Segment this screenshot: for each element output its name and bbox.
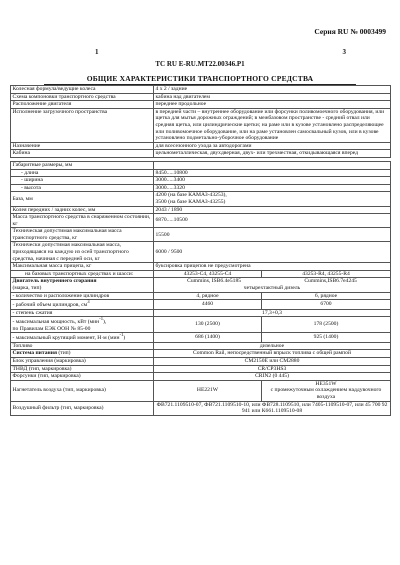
row-label-text: ),	[103, 319, 107, 326]
table-row	[11, 373, 391, 381]
row-label	[11, 278, 154, 292]
value-a: 130 (2500)	[154, 317, 262, 333]
row-value: Common Rail, непосредственный впрыск топлива с общей рампой	[154, 350, 391, 358]
row-label: Максимальная масса прицепа, кг	[11, 263, 154, 271]
row-label-text: - максимальная мощность, кВт (мин	[12, 319, 100, 326]
value-b	[262, 380, 391, 401]
table-row	[11, 242, 391, 263]
table-row	[11, 184, 391, 192]
row-label: Схема компоновки транспортного средства	[11, 93, 154, 101]
row-label	[11, 350, 154, 358]
row-label-text: )	[123, 335, 126, 342]
engine-heading: Двигатель внутреннего сгорания	[12, 278, 97, 285]
row-label	[11, 333, 154, 342]
row-label-text: по Правилам ЕЭК ООН № 85-00	[12, 325, 91, 332]
row-value: 17,3+0,3	[154, 309, 391, 317]
value-a: 4, рядное	[154, 292, 262, 300]
row-label: на базовых транспортных средствах и шасси:	[11, 270, 154, 278]
row-label: - ширина	[11, 177, 154, 185]
table-row	[11, 169, 391, 177]
row-label: Нагнетатель воздуха (тип, маркировка)	[11, 380, 154, 401]
characteristics-table	[10, 85, 391, 416]
row-value: CRIN2 (0 445)	[154, 373, 391, 381]
table-row	[11, 380, 391, 401]
row-value: в передней части – внутреннее оборудование или форсунки поливомоечного оборудования, или щетка для мытья дорожных ограждений; в межбазовом пространстве - средний отвал или средняя щетка, или цилиндрические щетки; на раме или в кузове установлено распределяющее или поливомоечное оборудование, или на раме установлен самосвальный кузов, или в кузове установлено подметально-уборочное оборудование	[154, 108, 391, 142]
row-label: Воздушный фильтр (тип, маркировка)	[11, 401, 154, 415]
page-number-right: 3	[342, 48, 346, 56]
row-label: Назначение	[11, 142, 154, 150]
table-row	[11, 300, 391, 309]
table-row	[11, 278, 391, 292]
row-label: Технически допустимая максимальная масса, приходящаяся на каждую из осей транспортного средства, начиная с передней оси, кг	[11, 242, 154, 263]
row-value: 8450.....10800	[154, 169, 391, 177]
row-value: цельнометаллическая, двухдверная, двух- или трехместная, откидывающаяся вперед	[154, 150, 391, 158]
table-row	[11, 101, 391, 109]
base-model-b: 43253-R4, 43255-R4	[262, 270, 391, 278]
row-value: CR/CP3HS3	[154, 365, 391, 373]
table-row	[11, 108, 391, 142]
row-label: Колесная формула/ведущие колеса	[11, 86, 154, 94]
table-row	[11, 365, 391, 373]
value-b: 6, рядное	[262, 292, 391, 300]
row-label: Расположение двигателя	[11, 101, 154, 109]
row-value: 6870.....10500	[154, 214, 391, 228]
table-row	[11, 228, 391, 242]
table-row	[11, 142, 391, 150]
value-b-line: HE351W	[315, 380, 337, 387]
row-value: 15500	[154, 228, 391, 242]
table-row	[11, 263, 391, 271]
engine-model-a: Cummins, ISB6.4e5185	[187, 278, 242, 285]
row-label: - высота	[11, 184, 154, 192]
row-value: 3000.....3400	[154, 177, 391, 185]
engine-heading-sub: (марка, тип)	[12, 285, 42, 292]
row-label: Блок управления (маркировка)	[11, 357, 154, 365]
row-value: для всесезонного ухода за автодорогами	[154, 142, 391, 150]
table-row	[11, 317, 391, 333]
row-value: буксировка прицепов не предусмотрена	[154, 263, 391, 271]
row-value: СМ2150Е или СМ2880	[154, 357, 391, 365]
row-label: - длина	[11, 169, 154, 177]
row-label-text: - максимальный крутящий момент, Н·м (мин	[12, 335, 120, 342]
table-row	[11, 309, 391, 317]
table-row	[11, 206, 391, 214]
row-value: кабина над двигателем	[154, 93, 391, 101]
row-label: Техническая допустимая максимальная масса транспортного средства, кг	[11, 228, 154, 242]
row-label-sup: -1	[119, 333, 124, 339]
table-row	[11, 350, 391, 358]
row-label: - количество и расположение цилиндров	[11, 292, 154, 300]
row-value-line: 4200 (на базе КАМАЗ-43253),	[155, 192, 227, 199]
row-value: 6000 / 9500	[154, 242, 391, 263]
table-row	[11, 270, 391, 278]
engine-type: четырехтактный дизель	[243, 285, 301, 292]
value-a: 4460	[154, 300, 262, 309]
table-row	[11, 150, 391, 158]
row-label: Топливо	[11, 342, 154, 350]
value-b: 6700	[262, 300, 391, 309]
row-label-text: - рабочий объем цилиндров, см	[12, 302, 88, 309]
value-a: HE221W	[154, 380, 262, 401]
row-label-text: (тип)	[56, 350, 71, 357]
value-a: 686 (1400)	[154, 333, 262, 342]
row-label: Колея передних / задних колес, мм	[11, 206, 154, 214]
table-row	[11, 161, 391, 169]
row-value-line: 3500 (на базе КАМАЗ-43255)	[155, 198, 226, 205]
value-b-line: с промежуточным охлаждением наддувочного воздуха	[270, 387, 382, 400]
row-value	[154, 278, 391, 292]
certificate-series: Серия RU № 0003499	[314, 27, 386, 36]
table-row	[11, 93, 391, 101]
table-row	[11, 342, 391, 350]
document-title: ОБЩИЕ ХАРАКТЕРИСТИКИ ТРАНСПОРТНОГО СРЕДСТВА	[86, 74, 314, 83]
row-label: Исполнение загрузочного пространства	[11, 108, 154, 142]
row-label: Габаритные размеры, мм	[11, 161, 154, 169]
row-label-sup: 3	[87, 300, 90, 306]
table-row	[11, 86, 391, 94]
table-row	[11, 357, 391, 365]
row-label: Масса транспортного средства в снаряженном состоянии, кг	[11, 214, 154, 228]
row-value: ФВ721.1109510-07, ФВ721.1109510-10, или ФВ728.1109510, или 7405-1109510-07, или 45 700 92 941 или К661.1109510-08	[154, 401, 391, 415]
row-value	[154, 192, 391, 206]
engine-model-b: Cummins,ISB6.7e4245	[304, 278, 357, 285]
row-label	[11, 317, 154, 333]
row-label: База, мм	[11, 192, 154, 206]
table-row	[11, 192, 391, 206]
document-code: TC RU E-RU.MT22.00346.P1	[155, 60, 245, 68]
row-value: 2043 / 1890	[154, 206, 391, 214]
table-row	[11, 214, 391, 228]
row-label	[11, 300, 154, 309]
row-label: - степень сжатия	[11, 309, 154, 317]
value-b: 925 (1400)	[262, 333, 391, 342]
row-value: переднее продольное	[154, 101, 391, 109]
row-value: 3000.....3320	[154, 184, 391, 192]
page-number-left: 1	[95, 48, 99, 56]
row-label: Кабина	[11, 150, 154, 158]
row-value: 4 х 2 / задние	[154, 86, 391, 94]
row-label: ТНВД (тип, маркировка)	[11, 365, 154, 373]
table-row	[11, 401, 391, 415]
table-row	[11, 333, 391, 342]
table-row	[11, 292, 391, 300]
fuel-system-heading: Система питания	[12, 350, 57, 357]
row-value	[154, 161, 391, 169]
base-model-a: 43253-С4, 43255-С4	[154, 270, 262, 278]
row-label: Форсунки (тип, маркировка)	[11, 373, 154, 381]
row-value: дизельное	[154, 342, 391, 350]
value-b: 178 (2500)	[262, 317, 391, 333]
table-row	[11, 177, 391, 185]
row-label-sup: -1	[99, 317, 104, 323]
